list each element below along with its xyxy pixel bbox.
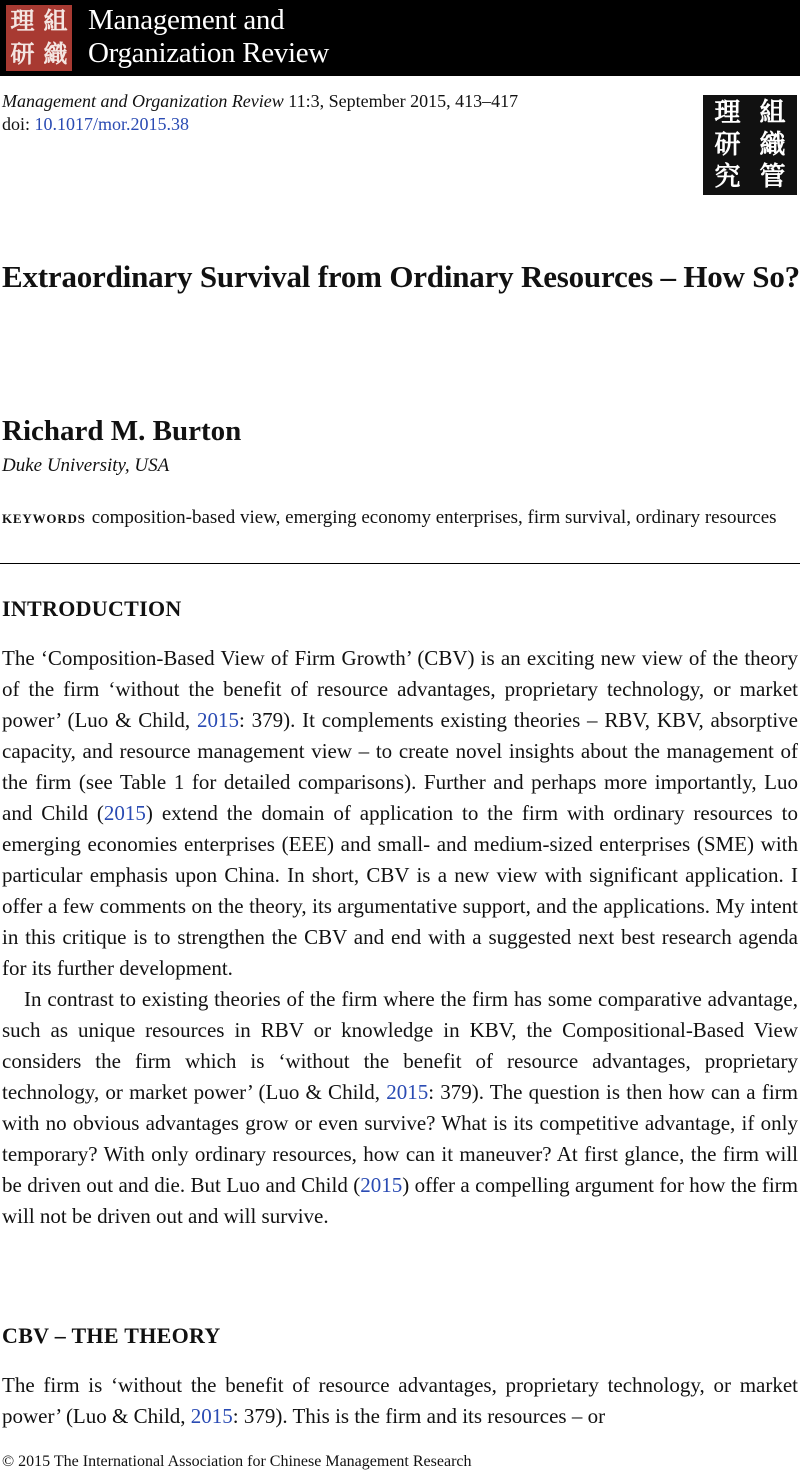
citation-link[interactable]: 2015 [190, 1404, 233, 1428]
journal-seal: 理 組 研 織 究 管 [703, 95, 797, 195]
introduction-body [2, 643, 798, 1232]
citation-link[interactable]: 2015 [103, 801, 146, 825]
logo-char: 組 [43, 7, 68, 35]
section-heading-introduction: INTRODUCTION [2, 596, 182, 621]
keywords-label: KEYWORDS [2, 511, 86, 526]
keywords [2, 505, 798, 531]
divider [0, 563, 800, 564]
journal-header [0, 0, 800, 76]
keywords-list: composition-based view, emerging economy enterprises, firm survival, ordinary resources [91, 507, 777, 528]
logo-char: 織 [43, 40, 68, 68]
citation-link[interactable]: 2015 [360, 1173, 403, 1197]
journal-title: Management and Organization Review [88, 4, 329, 69]
journal-name: Management and Organization Review [2, 91, 284, 111]
author-affiliation: Duke University, USA [2, 455, 170, 476]
logo-char: 研 [10, 40, 35, 68]
paragraph: The ‘Composition-Based View of Firm Growth’ (CBV) is an exciting new view of the theory of the firm ‘without the benefit of resource advantages, proprietary technology, or market power’ (Luo & Child, 2015: 379). It complements existing theories – RBV, KBV, absorptive capacity, and resource management view – to create novel insights about the management of the firm (see Table 1 for detailed comparisons). Further and perhaps more importantly, Luo and Child (2015) extend the domain of application to the firm with ordinary resources to emerging economies enterprises (EEE) and small- and medium-sized enterprises (SME) with particular emphasis upon China. In short, CBV is a new view with significant application. I offer a few comments on the theory, its argumentative support, and the applications. My intent in this critique is to strengthen the CBV and end with a suggested next best research agenda for its further development. [2, 646, 799, 980]
author-name: Richard M. Burton [2, 415, 242, 447]
paragraph: In contrast to existing theories of the firm where the firm has some comparative advantage, such as unique resources in RBV or knowledge in KBV, the Compositional-Based View considers the firm which is ‘without the benefit of resource advantages, proprietary technology, or market power’ (Luo & Child, 2015: 379). The question is then how can a firm with no obvious advantages grow or even survive? What is its competitive advantage, if only temporary? With only ordinary resources, how can it maneuver? At first glance, the firm will be driven out and die. But Luo and Child (2015) offer a compelling argument for how the firm will not be driven out and will survive. [2, 987, 798, 1228]
paragraph: The firm is ‘without the benefit of resource advantages, proprietary technology, or market power’ (Luo & Child, 2015: 379). This is the firm and its resources – or [2, 1373, 798, 1428]
journal-logo [6, 5, 72, 71]
doi-link[interactable]: 10.1017/mor.2015.38 [34, 114, 190, 134]
cbv-body [2, 1370, 798, 1432]
logo-char: 理 [10, 7, 35, 35]
section-heading-cbv-theory: CBV – THE THEORY [2, 1323, 221, 1348]
copyright-footer: © 2015 The International Association for Chinese Management Research [2, 1453, 472, 1470]
citation-link[interactable]: 2015 [196, 708, 239, 732]
citation-link[interactable]: 2015 [386, 1080, 429, 1104]
article-title: Extraordinary Survival from Ordinary Resources – How So? [2, 259, 800, 294]
citation-info: Management and Organization Review 11:3, September 2015, 413–417 doi: 10.1017/mor.2015.38 [2, 91, 519, 134]
